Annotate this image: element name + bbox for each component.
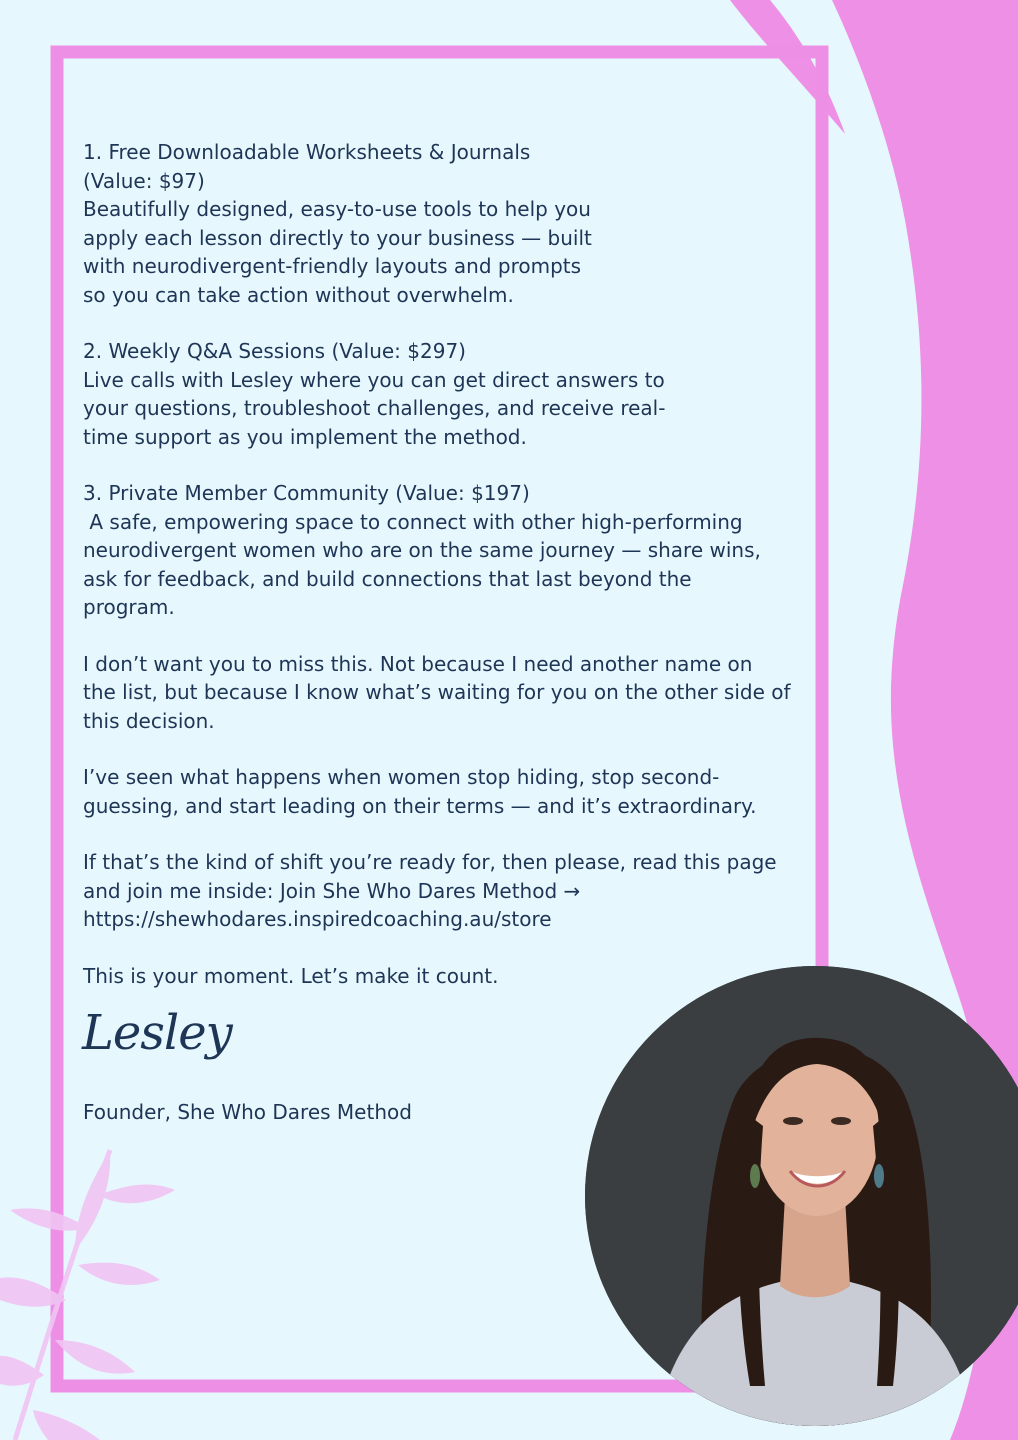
text-line: 2. Weekly Q&A Sessions (Value: $297) <box>83 339 466 363</box>
portrait-illustration <box>585 966 1018 1426</box>
text-line: Live calls with Lesley where you can get direct answers to <box>83 367 665 392</box>
text-line: If that’s the kind of shift you’re ready for, then please, read this page <box>83 850 777 874</box>
leaf-branch-decoration <box>0 1150 175 1440</box>
text-line: ask for feedback, and build connections that last beyond the <box>83 566 692 591</box>
text-line: this decision. <box>83 708 215 733</box>
text-line: guessing, and start leading on their terms — and it’s extraordinary. <box>83 793 757 818</box>
join-link-text[interactable]: and join me inside: Join She Who Dares Method → <box>83 878 581 903</box>
letter-body <box>83 138 803 1018</box>
text-line: 1. Free Downloadable Worksheets & Journals <box>83 140 531 164</box>
text-line: apply each lesson directly to your business — built <box>83 225 592 250</box>
portrait-photo <box>585 966 1018 1426</box>
text-line: (Value: $97) <box>83 168 205 193</box>
text-line: Beautifully designed, easy-to-use tools to help you <box>83 197 591 221</box>
text-line: your questions, troubleshoot challenges, and receive real- <box>83 396 666 420</box>
paragraph-miss-this <box>83 650 803 736</box>
text-line: I don’t want you to miss this. Not because I need another name on <box>83 651 753 676</box>
item-community <box>83 479 803 622</box>
text-line: A safe, empowering space to connect with other high-performing <box>83 509 743 534</box>
store-url-link[interactable]: https://shewhodares.inspiredcoaching.au/store <box>83 907 552 931</box>
text-line: time support as you implement the method. <box>83 424 527 449</box>
paragraph-closing <box>83 962 803 991</box>
item-worksheets <box>83 138 803 309</box>
text-line: with neurodivergent-friendly layouts and prompts <box>83 254 582 278</box>
paragraph-join-link <box>83 848 803 934</box>
text-line: neurodivergent women who are on the same journey — share wins, <box>83 538 761 562</box>
text-line: so you can take action without overwhelm. <box>83 282 514 307</box>
paragraph-seen-what-happens <box>83 763 803 820</box>
text-line: I’ve seen what happens when women stop hiding, stop second- <box>83 765 720 789</box>
text-line: program. <box>83 595 175 619</box>
signature: Lesley <box>82 1005 232 1061</box>
founder-title: Founder, She Who Dares Method <box>83 1100 412 1124</box>
text-line: This is your moment. Let’s make it count. <box>83 963 499 988</box>
text-line: 3. Private Member Community (Value: $197) <box>83 481 530 505</box>
item-qa-sessions <box>83 337 803 451</box>
text-line: the list, but because I know what’s waiting for you on the other side of <box>83 680 791 704</box>
